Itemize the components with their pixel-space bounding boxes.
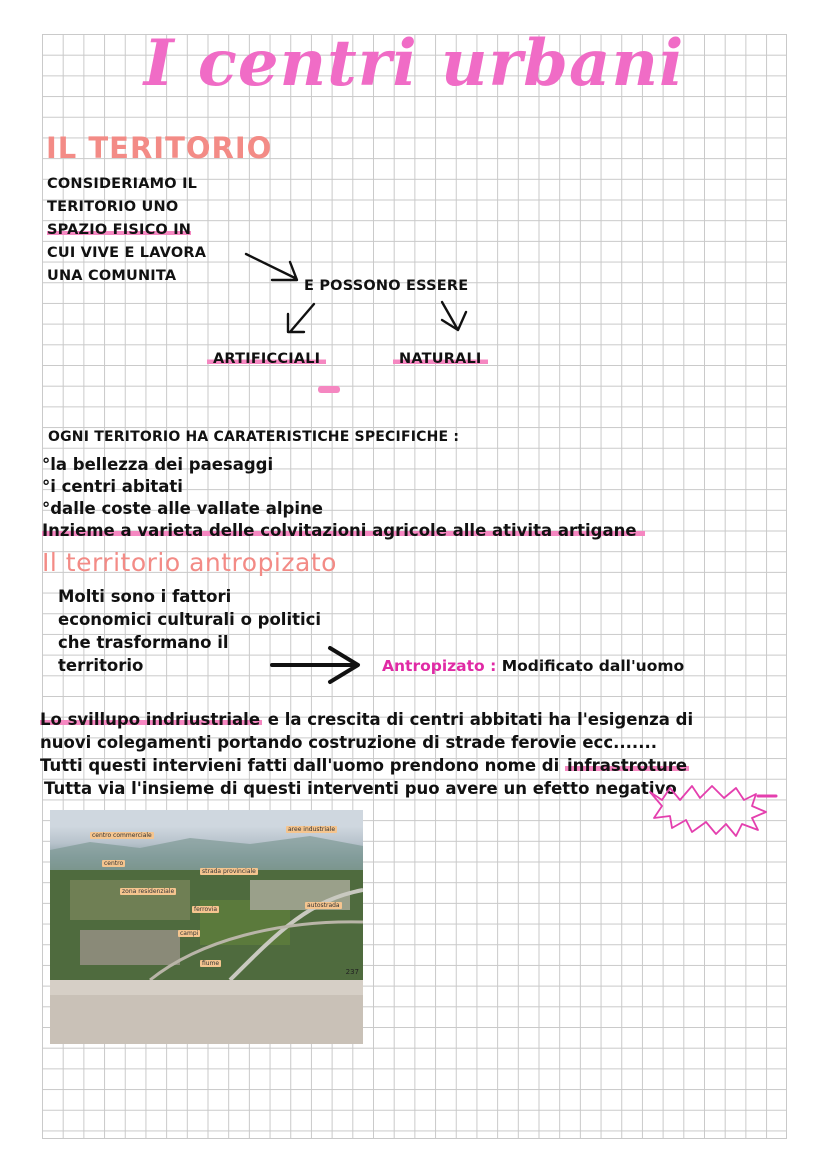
- list-item: [42, 520, 645, 542]
- text-fragment: Tutti questi intervieni fatti dall'uomo prendono nome di: [40, 756, 566, 775]
- list-item: °i centri abitati: [42, 477, 183, 496]
- text-line: nuovi colegamenti portando costruzione di strade ferovie ecc.......: [40, 733, 657, 752]
- text-fragment: e la crescita di centri abbitati ha l'esigenza di: [262, 710, 694, 729]
- highlighted-text: Lo svillupo indriustriale: [40, 710, 261, 729]
- spiky-doodle-icon: [640, 778, 780, 842]
- photo-label: fiume: [202, 960, 220, 967]
- text-line: [40, 777, 693, 800]
- photo-label: zona residenziale: [122, 888, 175, 895]
- page-number: 237: [345, 968, 359, 976]
- photo-label: centro: [104, 860, 124, 867]
- photo-label: aree industriale: [288, 826, 336, 833]
- landscape-illustration: [50, 810, 363, 1044]
- definition-line: CONSIDERIAMO IL: [47, 176, 198, 192]
- photo-label: centro commerciale: [92, 832, 152, 839]
- type-natural: [393, 348, 488, 371]
- arrow-down-right-icon: [438, 298, 474, 338]
- photo-label: ferrovia: [194, 906, 218, 913]
- page-title: I centri urbani: [143, 26, 685, 101]
- text-line: [40, 708, 693, 731]
- definition-separator: :: [484, 657, 502, 675]
- photo-label: autostrada: [307, 902, 340, 909]
- text-line: economici culturali o politici: [58, 610, 322, 629]
- arrow-down-left-icon: [280, 298, 320, 338]
- type-artificial-label: ARTIFICCIALI: [207, 351, 326, 367]
- highlighted-text: Inzieme a varieta delle colvitazioni agricole alle ativita artigane: [42, 521, 645, 540]
- text-line: [40, 754, 693, 777]
- text-line: che trasformano il: [58, 633, 229, 652]
- type-natural-label: NATURALI: [393, 351, 488, 367]
- definition-antropizato: [382, 655, 684, 677]
- list-item: °la bellezza dei paesaggi: [42, 455, 274, 474]
- list-item: °dalle coste alle vallate alpine: [42, 499, 323, 518]
- text-line: territorio: [58, 656, 144, 675]
- characteristics-list: [42, 454, 645, 542]
- definition-text: Modificato dall'uomo: [501, 657, 685, 675]
- definition-line: CUI VIVE E LAVORA: [47, 245, 207, 261]
- definition-term: Antropizato: [382, 657, 485, 675]
- textbook-photo: [50, 810, 363, 1044]
- photo-label: strada provinciale: [202, 868, 256, 875]
- definition-line: [47, 219, 206, 242]
- characteristics-heading: OGNI TERITORIO HA CARATERISTICHE SPECIFICHE :: [48, 429, 460, 445]
- text-line: Molti sono i fattori: [58, 587, 232, 606]
- emphasized-word: negativo: [595, 779, 677, 798]
- section-heading-antropizato: Il territorio antropizato: [42, 548, 337, 577]
- photo-label: campi: [180, 930, 199, 937]
- connector-text: E POSSONO ESSERE: [304, 278, 469, 294]
- type-artificial: [207, 348, 326, 371]
- infrastructure-paragraph: [40, 708, 693, 800]
- definition-line: UNA COMUNITA: [47, 268, 177, 284]
- section-heading-territorio: IL TERITORIO: [46, 131, 273, 165]
- arrow-right-icon: [268, 642, 368, 688]
- highlighted-text: SPAZIO FISICO IN: [47, 222, 192, 238]
- definition-line: TERITORIO UNO: [47, 199, 179, 215]
- highlight-stroke: [318, 386, 340, 393]
- highlighted-text: infrastroture: [567, 756, 688, 775]
- arrow-right-down-icon: [240, 248, 310, 288]
- territorio-definition: [47, 173, 206, 288]
- text-fragment: Tutta via l'insieme di questi interventi puo avere un efetto: [44, 779, 596, 798]
